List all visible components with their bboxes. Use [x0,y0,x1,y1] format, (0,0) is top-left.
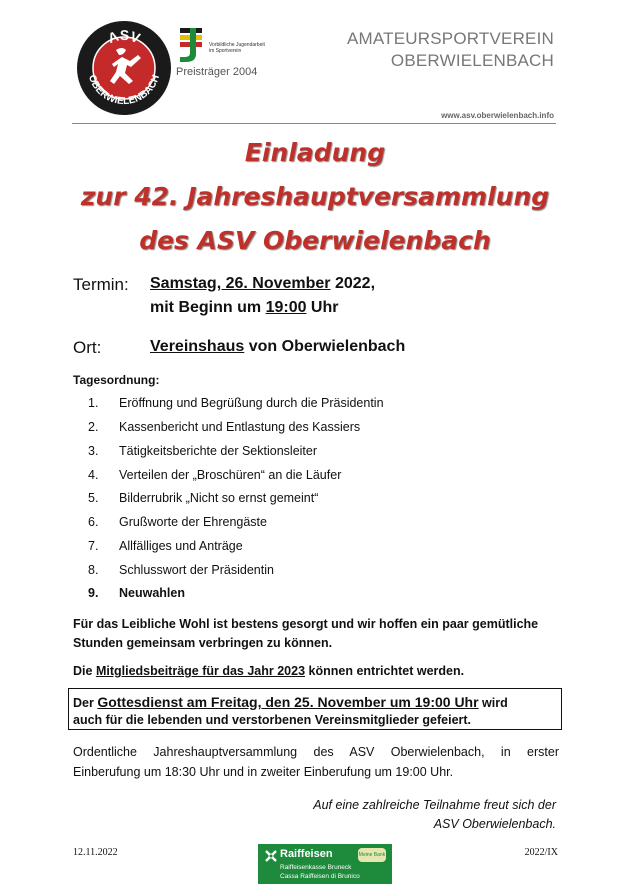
seal-top-text: ASV [105,26,143,47]
title-line2: zur 42. Jahreshauptversammlung [80,182,550,211]
termin-begin-time: 19:00 [265,299,307,316]
club-name [347,28,554,72]
agenda-num: 2. [88,420,99,434]
beitraege-underlined: Mitgliedsbeiträge für das Jahr 2023 [95,664,306,678]
beitraege-post: können entrichtet werden. [305,664,465,678]
bank-line1: Raiffeisenkasse Bruneck [280,864,352,871]
agenda-item: Neuwahlen [119,586,185,600]
agenda-heading: Tagesordnung: [73,373,160,387]
header-divider [72,123,556,124]
closing-line2: ASV Oberwielenbach. [433,817,556,831]
gottesdienst-line1 [73,694,508,710]
title-line3: des ASV Oberwielenbach [139,226,491,255]
agenda-item: Bilderrubrik „Nicht so ernst gemeint“ [119,491,319,505]
agenda-num: 6. [88,515,99,529]
termin-label: Termin: [73,275,129,294]
agenda-item: Eröffnung und Begrüßung durch die Präsidentin [119,396,384,410]
beitraege-text [73,664,464,678]
termin-date-rest: 2022, [330,275,376,292]
agenda-item: Kassenbericht und Entlastung des Kassiers [119,420,361,434]
closing-line1: Auf eine zahlreiche Teilnahme freut sich der [313,798,556,812]
bank-badge: Meine Bank [358,848,386,862]
agenda-item: Allfälliges und Anträge [119,539,243,553]
seal-bottom-text: OBERWIELENBACH [85,73,163,108]
award-prize: Preisträger 2004 [176,66,258,78]
agenda-item: Schlusswort der Präsidentin [119,563,274,577]
termin-begin-post: Uhr [306,299,339,316]
club-name-line2: OBERWIELENBACH [390,51,554,70]
gottesdienst-line2: auch für die lebenden und verstorbenen Vereinsmitglieder gefeiert. [73,713,472,727]
termin-date [150,275,375,293]
agenda-num: 5. [88,491,99,505]
gottesdienst-pre: Der [73,696,98,710]
award-text: Vorbildliche Jugendarbeit im Sportverein [209,42,265,54]
agenda-num: 9. [88,586,99,600]
ort-label: Ort: [73,338,102,357]
asv-seal-logo [76,20,172,116]
termin-begin [150,299,338,317]
wohl-line2: Stunden gemeinsam verbringen zu können. [73,636,333,650]
agenda-item: Grußworte der Ehrengäste [119,515,267,529]
ort-place [150,338,405,356]
award-emblem-icon [176,24,206,64]
raiffeisen-logo [258,844,392,884]
gottesdienst-underlined: Gottesdienst am Freitag, den 25. November um 19:00 Uhr [97,694,479,710]
beitraege-pre: Die [73,664,96,678]
gottesdienst-post: wird [478,696,508,710]
termin-date-underlined: Samstag, 26. November [150,275,331,292]
footer-ref: 2022/IX [524,847,558,858]
agenda-num: 8. [88,563,99,577]
bank-line2: Cassa Raiffeisen di Brunico [280,873,360,880]
ordentlich-line1: Ordentliche Jahreshauptversammlung des ASV Oberwielenbach, in erster [73,745,559,759]
agenda-item: Tätigkeitsberichte der Sektionsleiter [119,444,318,458]
agenda-num: 1. [88,396,99,410]
agenda-num: 3. [88,444,99,458]
ort-place-rest: von Oberwielenbach [244,338,406,355]
ordentlich-line2: Einberufung um 18:30 Uhr und in zweiter Einberufung um 19:00 Uhr. [73,765,454,779]
agenda-num: 7. [88,539,99,553]
club-name-line1: AMATEURSPORTVEREIN [346,29,554,48]
bank-name: Raiffeisen [280,848,333,860]
title-line1: Einladung [244,138,386,167]
agenda-item: Verteilen der „Broschüren“ an die Läufer [119,468,342,482]
footer-date: 12.11.2022 [73,847,118,858]
website-link[interactable]: www.asv.oberwielenbach.info [441,111,554,120]
wohl-line1: Für das Leibliche Wohl ist bestens gesorgt und wir hoffen ein paar gemütliche [73,617,539,631]
termin-begin-pre: mit Beginn um [150,299,266,316]
raiffeisen-cross-icon [264,849,278,863]
agenda-num: 4. [88,468,99,482]
ort-place-underlined: Vereinshaus [150,338,245,355]
